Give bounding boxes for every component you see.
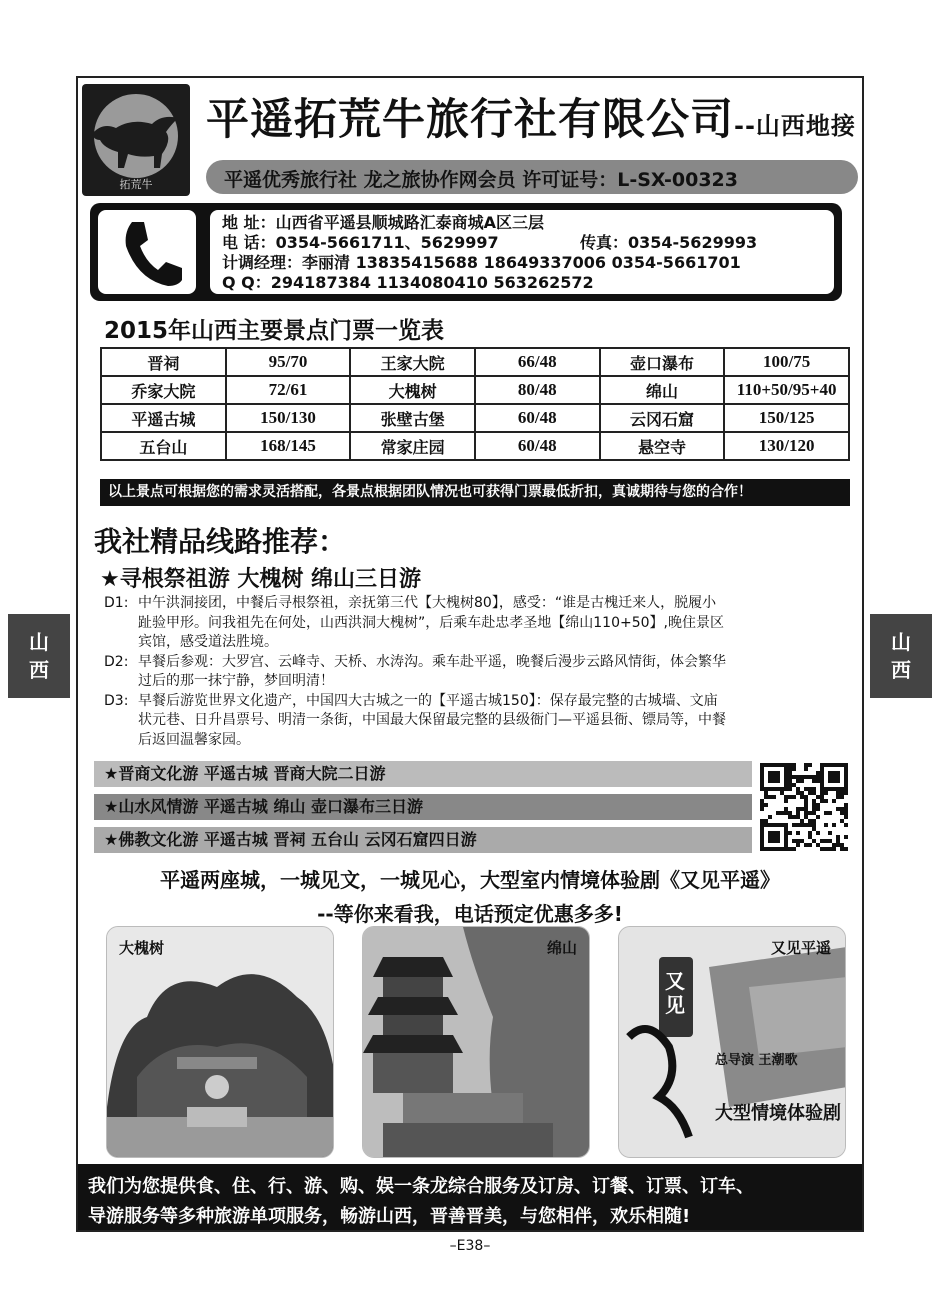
phone-line: 电 话：0354-5661711、5629997 xyxy=(222,233,499,252)
day-line: 宾馆，感受道法胜境。 xyxy=(138,634,278,650)
company-name xyxy=(206,86,856,147)
fax-line: 传真：0354-5629993 xyxy=(580,233,758,252)
ticket-price: 168/145 xyxy=(226,432,351,460)
ticket-price: 95/70 xyxy=(226,348,351,376)
attraction-name: 五台山 xyxy=(101,432,226,460)
ticket-row xyxy=(101,376,849,404)
photo-mianshan xyxy=(362,926,590,1158)
attraction-name: 壶口瀑布 xyxy=(600,348,725,376)
attraction-name: 乔家大院 xyxy=(101,376,226,404)
qr-code-icon xyxy=(760,763,848,851)
attraction-name: 绵山 xyxy=(600,376,725,404)
attraction-name: 平遥古城 xyxy=(101,404,226,432)
itinerary-day xyxy=(104,594,840,653)
attraction-name: 常家庄园 xyxy=(350,432,475,460)
company-logo xyxy=(82,84,190,196)
route-bar-3: ★佛教文化游 平遥古城 晋祠 五台山 云冈石窟四日游 xyxy=(94,827,752,853)
tagline: 平遥优秀旅行社 龙之旅协作网会员 许可证号：L-SX-00323 xyxy=(224,169,738,191)
photo-youjianpingyao xyxy=(618,926,846,1158)
ticket-price: 80/48 xyxy=(475,376,600,404)
side-tab-left xyxy=(8,614,70,698)
day-label: D3: xyxy=(104,692,129,709)
ticket-price: 150/130 xyxy=(226,404,351,432)
featured-route-title: ★寻根祭祖游 大槐树 绵山三日游 xyxy=(100,567,422,592)
day-line: 早餐后游览世界文化遗产，中国四大古城之一的【平遥古城150】：保存最完整的古城墙、文庙 xyxy=(138,692,718,709)
footer-line-1: 我们为您提供食、住、行、游、购、娱一条龙综合服务及订房、订餐、订票、订车、 xyxy=(88,1176,754,1197)
attraction-name: 悬空寺 xyxy=(600,432,725,460)
photo-caption: 绵山 xyxy=(546,939,577,957)
route-bar-1: ★晋商文化游 平遥古城 晋商大院二日游 xyxy=(94,761,752,787)
ticket-table xyxy=(100,347,850,461)
attraction-name: 云冈石窟 xyxy=(600,404,725,432)
itinerary-day xyxy=(104,692,840,751)
ticket-price: 100/75 xyxy=(724,348,849,376)
itinerary xyxy=(104,594,840,750)
poster-title-art: 又见 xyxy=(665,969,685,1017)
logo-caption: 拓荒牛 xyxy=(119,178,153,191)
side-tab-char: 西 xyxy=(891,658,911,682)
attraction-name: 晋祠 xyxy=(101,348,226,376)
ticket-price: 72/61 xyxy=(226,376,351,404)
side-tab-char: 西 xyxy=(29,658,49,682)
company-name-text: 平遥拓荒牛旅行社有限公司 xyxy=(206,95,734,145)
routes-section-title: 我社精品线路推荐： xyxy=(94,525,347,558)
ticket-row xyxy=(101,348,849,376)
company-suffix: --山西地接 xyxy=(734,112,856,140)
day-description xyxy=(138,692,840,751)
promo-line-1: 平遥两座城，一城见文，一城见心，大型室内情境体验剧《又见平遥》 xyxy=(160,868,780,892)
manager-line: 计调经理：李丽清 13835415688 18649337006 0354-5661701 xyxy=(222,253,741,272)
day-description xyxy=(138,653,840,692)
photo-caption: 大槐树 xyxy=(119,939,165,957)
route-bar-2: ★山水风情游 平遥古城 绵山 壶口瀑布三日游 xyxy=(94,794,752,820)
ticket-row xyxy=(101,404,849,432)
ticket-price: 60/48 xyxy=(475,404,600,432)
attraction-name: 张壁古堡 xyxy=(350,404,475,432)
photo-caption: 又见平遥 xyxy=(770,939,831,957)
footer-banner xyxy=(78,1164,862,1230)
poster-subtitle: 大型情境体验剧 xyxy=(715,1103,841,1124)
page-number: –E38– xyxy=(449,1238,491,1254)
ticket-price: 150/125 xyxy=(724,404,849,432)
address-line: 地 址：山西省平遥县顺城路汇泰商城A区三层 xyxy=(222,213,544,232)
itinerary-day xyxy=(104,653,840,692)
temple-cliff-image xyxy=(363,927,590,1158)
side-tab-char: 山 xyxy=(891,630,911,654)
ticket-price: 60/48 xyxy=(475,432,600,460)
ticket-price: 66/48 xyxy=(475,348,600,376)
attraction-name: 大槐树 xyxy=(350,376,475,404)
day-line: 过后的那一抹宁静，梦回明清！ xyxy=(138,673,334,689)
day-label: D2: xyxy=(104,653,129,670)
photo-dahuaishu xyxy=(106,926,334,1158)
poster-director: 总导演 王潮歌 xyxy=(715,1053,798,1068)
ticket-note: 以上景点可根据您的需求灵活搭配，各景点根据团队情况也可获得门票最低折扣，真诚期待与您的合作！ xyxy=(100,479,850,506)
footer-line-2: 导游服务等多种旅游单项服务，畅游山西，晋善晋美，与您相伴，欢乐相随! xyxy=(88,1206,691,1227)
attraction-name: 王家大院 xyxy=(350,348,475,376)
ticket-row xyxy=(101,432,849,460)
side-tab-char: 山 xyxy=(29,630,49,654)
day-line: 状元巷、日升昌票号、明清一条街，中国最大保留最完整的县级衙门—平遥县衙、镖局等，中餐 xyxy=(138,712,726,728)
ticket-price: 110+50/95+40 xyxy=(724,376,849,404)
phone-panel xyxy=(98,210,196,294)
qq-line: Q Q：294187384 1134080410 563262572 xyxy=(222,273,594,292)
ticket-table-title: 2015年山西主要景点门票一览表 xyxy=(104,318,445,344)
day-line: 中午洪洞接团，中餐后寻根祭祖，亲抚第三代【大槐树80】，感受：“谁是古槐迁来人，脱履小 xyxy=(138,595,717,611)
phone-icon xyxy=(98,210,196,294)
day-line: 后返回温馨家园。 xyxy=(138,731,250,748)
side-tab-right xyxy=(870,614,932,698)
promo-line-2: --等你来看我，电话预定优惠多多! xyxy=(317,902,623,926)
day-description xyxy=(138,594,840,653)
day-line: 趾验甲形。问我祖先在何处，山西洪洞大槐树”，后乘车赴忠孝圣地【绵山110+50】,晚住景区 xyxy=(138,614,724,631)
day-label: D1: xyxy=(104,595,129,611)
ticket-price: 130/120 xyxy=(724,432,849,460)
day-line: 早餐后参观：大罗宫、云峰寺、天桥、水涛沟。乘车赴平遥，晚餐后漫步云路风情街，体会繁华 xyxy=(138,653,726,670)
tree-monument-image xyxy=(107,927,334,1158)
